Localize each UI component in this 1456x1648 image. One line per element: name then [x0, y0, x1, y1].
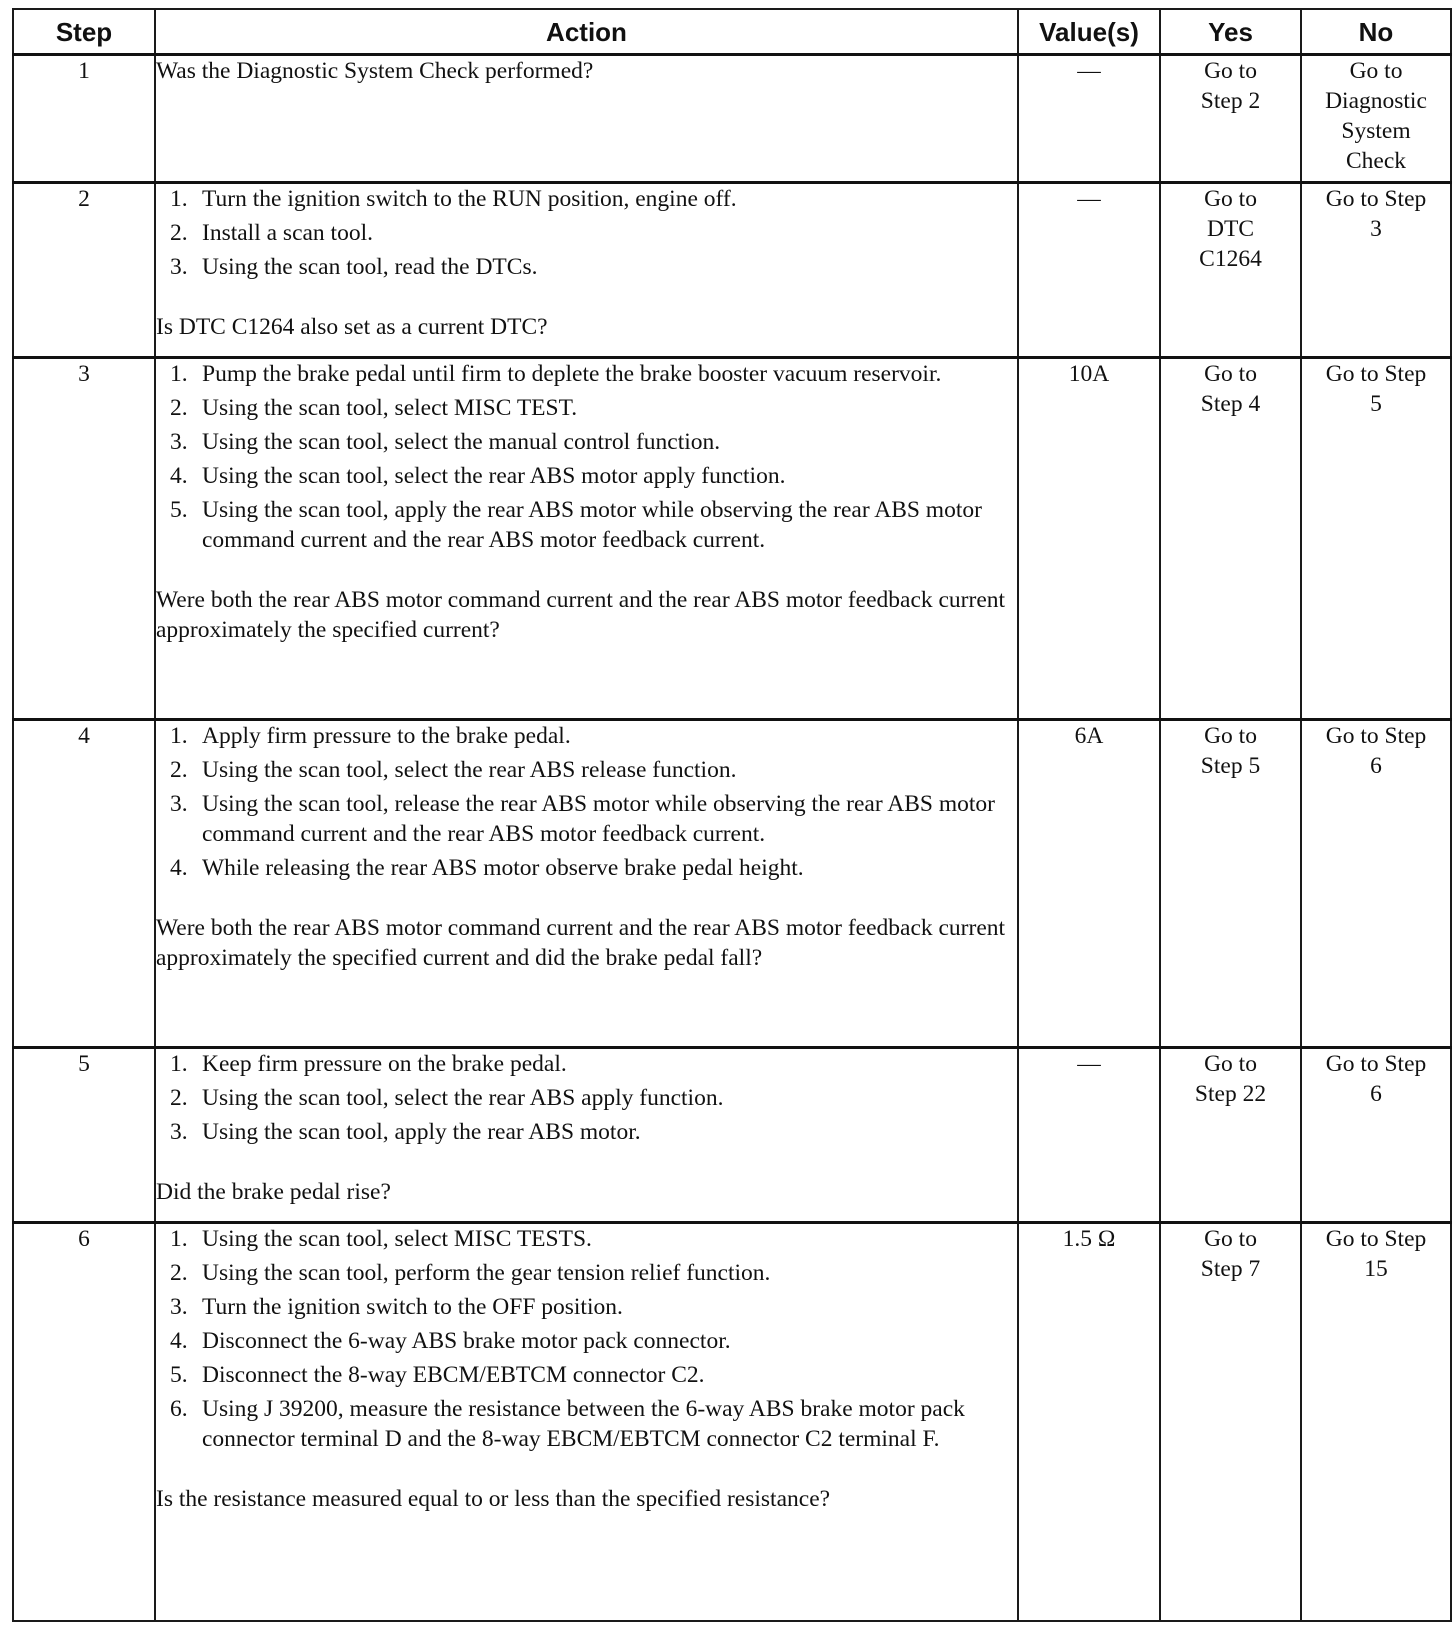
instruction-list: [170, 1224, 1017, 1454]
instruction-number: 2.: [170, 757, 188, 784]
instruction-text: Pump the brake pedal until firm to deplete the brake booster vacuum reservoir.: [202, 361, 942, 388]
yes-outcome: [1160, 55, 1301, 183]
instruction-number: 1.: [170, 186, 188, 213]
instruction-number: 1.: [170, 1225, 188, 1252]
table-row: [13, 358, 1451, 720]
instruction-number: 5.: [170, 497, 188, 524]
no-outcome: [1301, 720, 1451, 1048]
instruction-item: [170, 218, 1017, 248]
header-yes: Yes: [1160, 9, 1301, 55]
no-outcome: [1301, 358, 1451, 720]
action-cell: [155, 1222, 1018, 1621]
yes-outcome-text: Go to DTC C1264: [1199, 186, 1262, 273]
table-body: [13, 55, 1451, 1622]
yes-outcome: [1160, 720, 1301, 1048]
step-number: 6: [13, 1222, 155, 1621]
step-question: Were both the rear ABS motor command current and the rear ABS motor feedback current approximately the specified current and did the brake pedal fall?: [156, 915, 1006, 972]
table-row: [13, 720, 1451, 1048]
instruction-list: [170, 184, 1017, 282]
instruction-text: Using the scan tool, select MISC TESTS.: [202, 1225, 592, 1252]
instruction-number: 3.: [170, 791, 188, 818]
instruction-number: 6.: [170, 1395, 188, 1422]
instruction-text: Using the scan tool, perform the gear tension relief function.: [202, 1259, 771, 1286]
table-row: [13, 1047, 1451, 1222]
instruction-number: 3.: [170, 1293, 188, 1320]
instruction-item: [170, 789, 1017, 849]
step-value: —: [1018, 183, 1160, 358]
yes-outcome: [1160, 1047, 1301, 1222]
instruction-item: [170, 1049, 1017, 1079]
instruction-item: [170, 853, 1017, 883]
instruction-number: 1.: [170, 361, 188, 388]
instruction-text: Disconnect the 8-way EBCM/EBTCM connector C2.: [202, 1361, 705, 1388]
header-values: Value(s): [1018, 9, 1160, 55]
no-outcome-text: Go to Step 15: [1325, 1225, 1427, 1282]
instruction-text: Turn the ignition switch to the RUN position, engine off.: [202, 186, 737, 213]
instruction-item: [170, 461, 1017, 491]
instruction-item: [170, 427, 1017, 457]
instruction-text: Install a scan tool.: [202, 220, 373, 247]
no-outcome-text: Go to Step 6: [1325, 1050, 1427, 1107]
instruction-item: [170, 1083, 1017, 1113]
instruction-item: [170, 755, 1017, 785]
instruction-item: [170, 495, 1017, 555]
instruction-text: Using J 39200, measure the resistance between the 6-way ABS brake motor pack connector terminal D and the 8-way EBCM/EBTCM connector C2 terminal F.: [202, 1395, 965, 1452]
step-question: Is DTC C1264 also set as a current DTC?: [156, 314, 548, 341]
step-number: 4: [13, 720, 155, 1048]
instruction-text: Using the scan tool, apply the rear ABS motor.: [202, 1118, 641, 1145]
no-outcome: [1301, 183, 1451, 358]
diagnostic-table: [12, 8, 1452, 1622]
instruction-text: Apply firm pressure to the brake pedal.: [202, 723, 571, 750]
instruction-item: [170, 1394, 1017, 1454]
no-outcome: [1301, 1222, 1451, 1621]
instruction-text: Using the scan tool, select MISC TEST.: [202, 395, 578, 422]
step-question: Were both the rear ABS motor command current and the rear ABS motor feedback current approximately the specified current?: [156, 587, 1006, 644]
instruction-number: 2.: [170, 1084, 188, 1111]
step-number: 3: [13, 358, 155, 720]
step-number: 5: [13, 1047, 155, 1222]
step-number: 2: [13, 183, 155, 358]
yes-outcome-text: Go to Step 7: [1200, 1225, 1261, 1282]
table-row: [13, 1222, 1451, 1621]
instruction-number: 2.: [170, 220, 188, 247]
step-value: 1.5 Ω: [1018, 1222, 1160, 1621]
step-question: Was the Diagnostic System Check performed?: [156, 58, 594, 84]
yes-outcome: [1160, 183, 1301, 358]
step-value: —: [1018, 55, 1160, 183]
yes-outcome-text: Go to Step 5: [1200, 723, 1261, 780]
action-cell: [155, 55, 1018, 183]
no-outcome-text: Go to Step 5: [1325, 361, 1427, 418]
instruction-number: 4.: [170, 463, 188, 490]
instruction-number: 3.: [170, 254, 188, 281]
instruction-number: 2.: [170, 395, 188, 422]
yes-outcome: [1160, 1222, 1301, 1621]
instruction-list: [170, 1049, 1017, 1147]
action-cell: [155, 1047, 1018, 1222]
instruction-number: 5.: [170, 1361, 188, 1388]
table-header: [13, 9, 1451, 55]
instruction-number: 3.: [170, 429, 188, 456]
no-outcome-text: Go to Step 6: [1325, 723, 1427, 780]
instruction-list: [170, 359, 1017, 555]
no-outcome: [1301, 55, 1451, 183]
instruction-item: [170, 721, 1017, 751]
instruction-text: Using the scan tool, apply the rear ABS motor while observing the rear ABS motor command current and the rear ABS motor feedback current.: [202, 497, 982, 554]
instruction-item: [170, 359, 1017, 389]
instruction-item: [170, 252, 1017, 282]
instruction-text: Using the scan tool, release the rear ABS motor while observing the rear ABS motor command current and the rear ABS motor feedback current.: [202, 791, 995, 848]
table-row: [13, 55, 1451, 183]
instruction-item: [170, 1326, 1017, 1356]
yes-outcome-text: Go to Step 4: [1200, 361, 1261, 418]
instruction-text: Using the scan tool, select the rear ABS apply function.: [202, 1084, 724, 1111]
instruction-text: While releasing the rear ABS motor observe brake pedal height.: [202, 855, 804, 882]
instruction-text: Using the scan tool, select the rear ABS release function.: [202, 757, 737, 784]
header-no: No: [1301, 9, 1451, 55]
instruction-item: [170, 1258, 1017, 1288]
action-cell: [155, 720, 1018, 1048]
yes-outcome-text: Go to Step 2: [1200, 58, 1261, 114]
instruction-number: 1.: [170, 1050, 188, 1077]
instruction-text: Turn the ignition switch to the OFF position.: [202, 1293, 623, 1320]
instruction-number: 3.: [170, 1118, 188, 1145]
action-cell: [155, 358, 1018, 720]
header-step: Step: [13, 9, 155, 55]
instruction-item: [170, 1360, 1017, 1390]
instruction-item: [170, 393, 1017, 423]
step-question: Is the resistance measured equal to or less than the specified resistance?: [156, 1485, 831, 1512]
step-number: 1: [13, 55, 155, 183]
instruction-text: Disconnect the 6-way ABS brake motor pack connector.: [202, 1327, 731, 1354]
step-question: Did the brake pedal rise?: [156, 1178, 391, 1205]
step-value: 6A: [1018, 720, 1160, 1048]
yes-outcome-text: Go to Step 22: [1194, 1050, 1267, 1107]
instruction-number: 4.: [170, 855, 188, 882]
instruction-text: Keep firm pressure on the brake pedal.: [202, 1050, 567, 1077]
no-outcome: [1301, 1047, 1451, 1222]
instruction-text: Using the scan tool, select the manual control function.: [202, 429, 721, 456]
instruction-item: [170, 1117, 1017, 1147]
instruction-item: [170, 184, 1017, 214]
instruction-number: 1.: [170, 723, 188, 750]
instruction-number: 2.: [170, 1259, 188, 1286]
instruction-text: Using the scan tool, read the DTCs.: [202, 254, 538, 281]
instruction-list: [170, 721, 1017, 883]
header-action: Action: [155, 9, 1018, 55]
step-value: —: [1018, 1047, 1160, 1222]
no-outcome-text: Go to Diagnostic System Check: [1325, 58, 1427, 174]
instruction-item: [170, 1224, 1017, 1254]
instruction-number: 4.: [170, 1327, 188, 1354]
instruction-text: Using the scan tool, select the rear ABS motor apply function.: [202, 463, 786, 490]
action-cell: [155, 183, 1018, 358]
table-row: [13, 183, 1451, 358]
yes-outcome: [1160, 358, 1301, 720]
no-outcome-text: Go to Step 3: [1325, 186, 1427, 243]
instruction-item: [170, 1292, 1017, 1322]
step-value: 10A: [1018, 358, 1160, 720]
